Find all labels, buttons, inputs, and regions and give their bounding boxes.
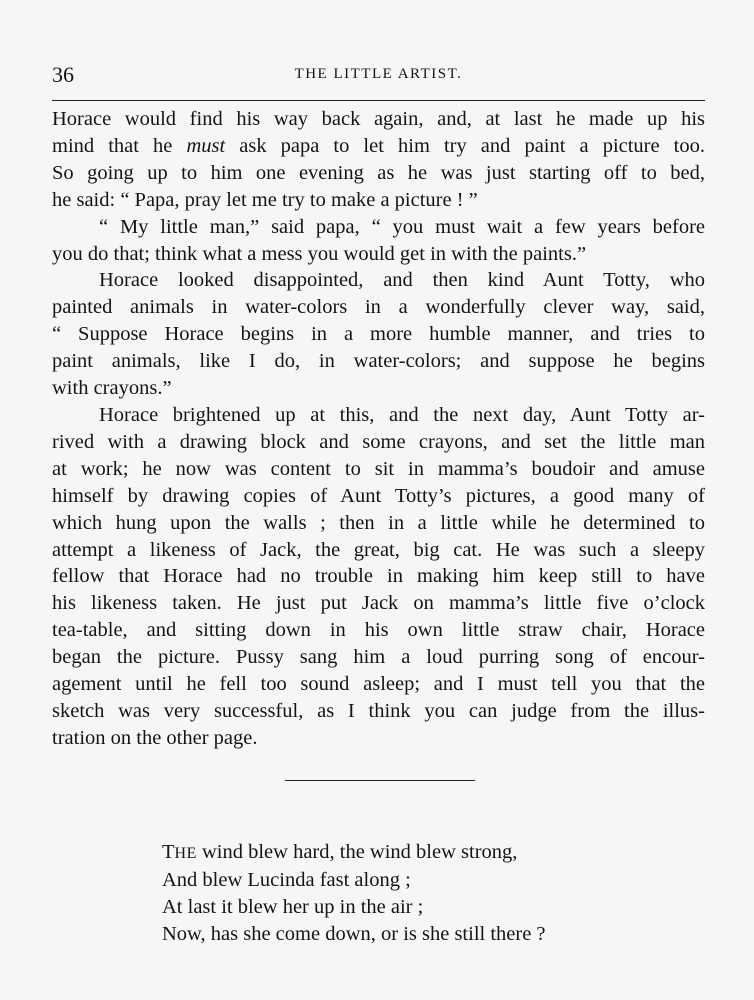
text-line: himself by drawing copies of Aunt Totty’s pictures, a good many of [52,484,705,507]
poem-small-caps: HE [174,845,197,862]
text-line: Horace looked disappointed, and then kind Aunt Totty, who [99,269,705,292]
poem-line: Now, has she come down, or is she still there ? [162,923,546,945]
emphasized-word: must [186,134,226,157]
poem-line: At last it blew her up in the air ; [162,896,424,918]
text-line: fellow that Horace had no trouble in making him keep still to have [52,565,705,588]
text-segment: ask papa to let him try and paint a picture too. [225,134,705,157]
text-line: with crayons.” [52,377,172,400]
page-number: 36 [52,62,74,87]
text-line: began the picture. Pussy sang him a loud purring song of encour- [52,646,705,669]
text-line: painted animals in water-colors in a wonderfully clever way, said, [52,296,705,319]
text-line: he said: “ Papa, pray let me try to make a picture ! ” [52,188,478,211]
text-line: sketch was very successful, as I think you can judge from the illus- [52,699,705,722]
text-line: tration on the other page. [52,726,258,749]
poem-line [162,839,546,867]
text-line: “ My little man,” said papa, “ you must wait a few years before [99,215,705,238]
text-line: attempt a likeness of Jack, the great, big cat. He was such a sleepy [52,538,705,561]
text-line: agement until he fell too sound asleep; and I must tell you that the [52,673,705,696]
text-line: rived with a drawing block and some crayons, and set the little man [52,430,705,453]
poem [162,839,546,948]
text-line [52,133,705,160]
text-line: Horace would find his way back again, and, at last he made up his [52,108,705,130]
section-divider [285,780,475,781]
text-segment: mind that he [52,134,187,157]
header-rule [52,100,705,101]
text-line: tea-table, and sitting down in his own little straw chair, Horace [52,619,705,642]
poem-line-rest: wind blew hard, the wind blew strong, [196,841,518,863]
text-line: you do that; think what a mess you would get in with the paints.” [52,242,587,265]
text-line: “ Suppose Horace begins in a more humble manner, and tries to [52,323,705,346]
text-line: his likeness taken. He just put Jack on mamma’s little five o’clock [52,592,705,615]
text-line: paint animals, like I do, in water-colors; and suppose he begins [52,350,705,373]
text-line: So going up to him one evening as he was just starting off to bed, [52,161,705,184]
poem-line: And blew Lucinda fast along ; [162,869,411,891]
running-head [52,62,705,92]
text-line: which hung upon the walls ; then in a little while he determined to [52,511,705,534]
poem-initial: T [162,841,175,863]
text-line: Horace brightened up at this, and the next day, Aunt Totty ar- [99,403,705,426]
text-line: at work; he now was content to sit in mamma’s boudoir and amuse [52,457,705,480]
running-title: THE LITTLE ARTIST. [294,66,463,82]
story-text [52,106,705,752]
